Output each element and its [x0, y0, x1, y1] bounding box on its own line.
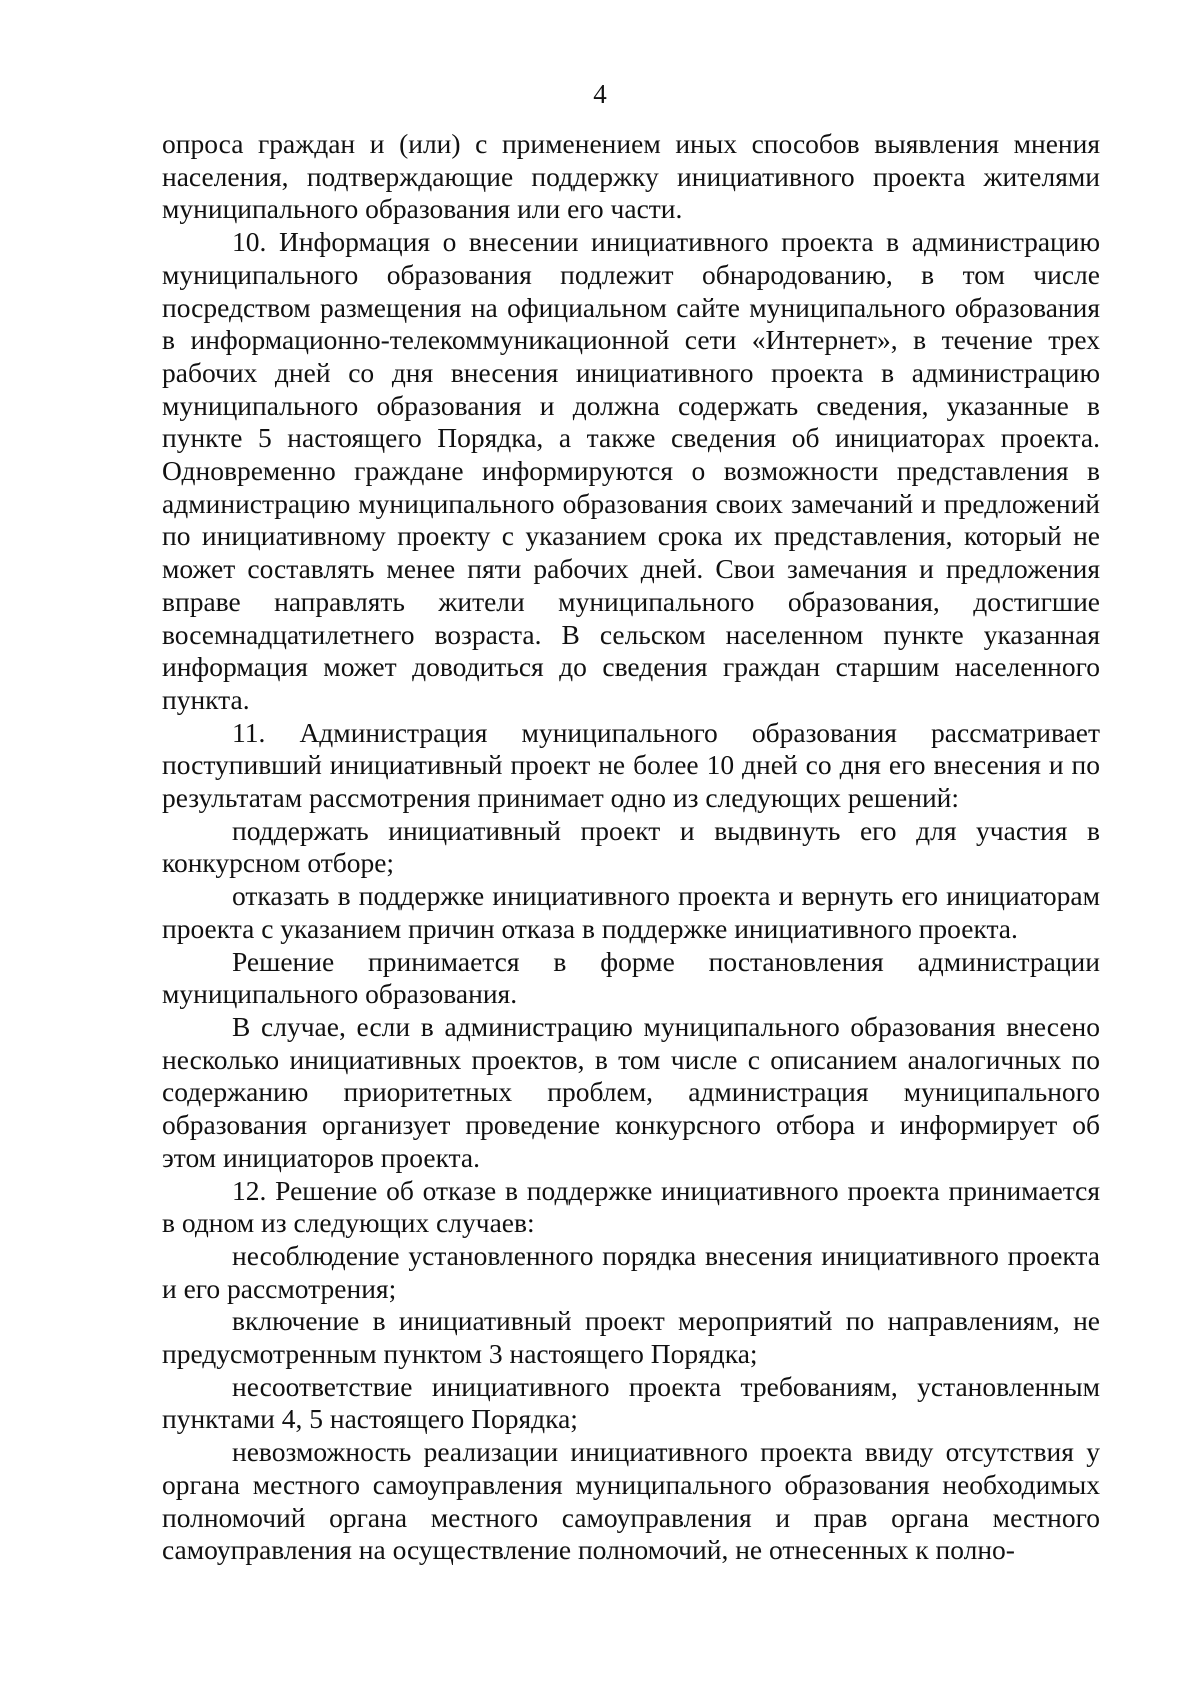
paragraph: невозможность реализации инициативного проекта ввиду отсутствия у органа местного самоуправления муниципального образования необходимых полномочий органа местного самоуправления и прав органа местного самоуправления на осуществление полномочий, не отнесенных к полно- [162, 1436, 1100, 1566]
paragraph: отказать в поддержке инициативного проекта и вернуть его инициаторам проекта с указанием причин отказа в поддержке инициативного проекта. [162, 880, 1100, 944]
paragraph: несоблюдение установленного порядка внесения инициативного проекта и его рассмотрения; [162, 1239, 1100, 1304]
document-body [162, 128, 1100, 1567]
paragraph: включение в инициативный проект мероприятий по направлениям, не предусмотренным пунктом 3 настоящего Порядка; [162, 1305, 1100, 1370]
paragraph: 11. Администрация муниципального образования рассматривает поступивший инициативный проект не более 10 дней со дня его внесения и по результатам рассмотрения принимает одно из следующих решений: [162, 716, 1100, 814]
page-number: 4 [593, 79, 607, 109]
paragraph: 10. Информация о внесении инициативного проекта в администрацию муниципального образования подлежит обнародованию, в том числе посредством размещения на официальном сайте муниципального образования в информационно-телекоммуникационной сети «Интернет», в течение трех рабочих дней со дня внесения инициативного проекта в администрацию муниципального образования и должна содержать сведения, указанные в пункте 5 настоящего Порядка, а также сведения об инициаторах проекта. Одновременно граждане информируются о возможности представления в администрацию муниципального образования своих замечаний и предложений по инициативному проекту с указанием срока их представления, который не может составлять менее пяти рабочих дней. Свои замечания и предложения вправе направлять жители муниципального образования, достигшие восемнадцатилетнего возраста. В сельском населенном пункте указанная информация может доводиться до сведения граждан старшим населенного пункта. [162, 226, 1100, 715]
paragraph: Решение принимается в форме постановления администрации муниципального образования. [162, 945, 1100, 1010]
paragraph: 12. Решение об отказе в поддержке инициативного проекта принимается в одном из следующих случаев: [162, 1174, 1100, 1239]
paragraph: В случае, если в администрацию муниципального образования внесено несколько инициативных проектов, в том числе с описанием аналогичных по содержанию приоритетных проблем, администрация муниципального образования организует проведение конкурсного отбора и информирует об этом инициаторов проекта. [162, 1010, 1100, 1173]
paragraph: поддержать инициативный проект и выдвинуть его для участия в конкурсном отборе; [162, 814, 1100, 879]
paragraph: несоответствие инициативного проекта требованиям, установленным пунктами 4, 5 настоящего Порядка; [162, 1370, 1100, 1435]
paragraph: опроса граждан и (или) с применением иных способов выявления мнения населения, подтверждающие поддержку инициативного проекта жителями муниципального образования или его части. [162, 128, 1100, 225]
